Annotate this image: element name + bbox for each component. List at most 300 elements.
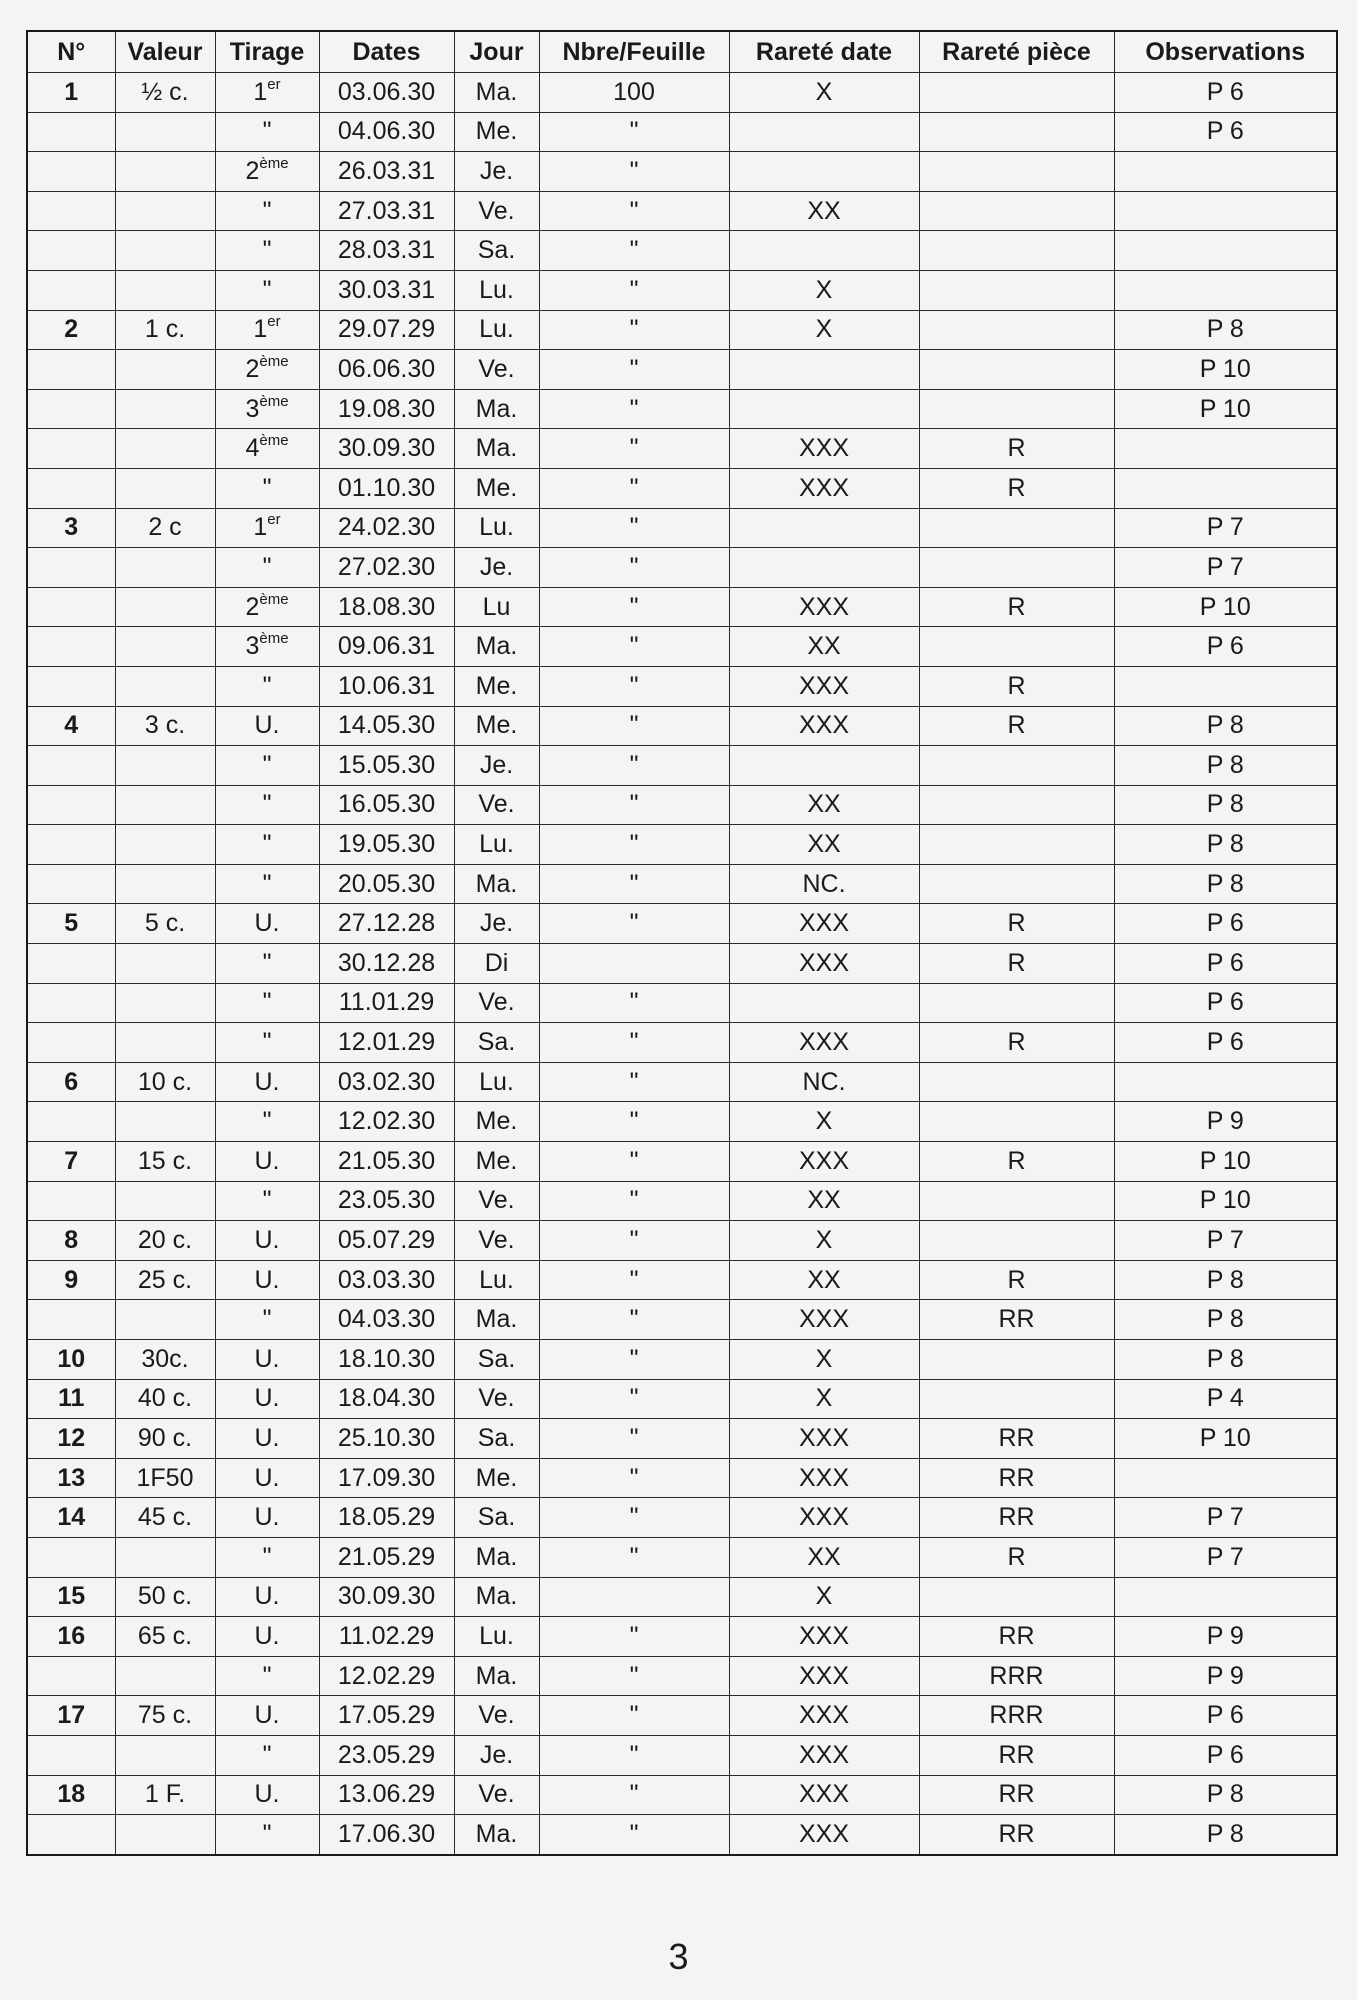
cell-date-text: 20.05.30 bbox=[337, 869, 436, 898]
cell-jour-text: Ve. bbox=[478, 196, 515, 225]
cell-rarete-date-text: XXX bbox=[798, 1740, 850, 1769]
cell-jour-text: Lu. bbox=[479, 1265, 514, 1294]
cell-number bbox=[27, 1260, 115, 1300]
cell-jour bbox=[454, 1221, 539, 1261]
cell-observations bbox=[1114, 389, 1337, 429]
cell-valeur bbox=[115, 1102, 215, 1142]
cell-valeur bbox=[115, 350, 215, 390]
cell-number bbox=[27, 1617, 115, 1657]
cell-jour-text: Je. bbox=[479, 156, 514, 185]
cell-observations bbox=[1114, 746, 1337, 786]
cell-date bbox=[319, 1260, 454, 1300]
cell-rarete-piece-text: R bbox=[1007, 1542, 1026, 1571]
cell-rarete-piece bbox=[919, 1656, 1114, 1696]
cell-valeur-text: 65 c. bbox=[137, 1621, 193, 1650]
cell-rarete-date-text: XXX bbox=[798, 1503, 850, 1532]
cell-observations bbox=[1114, 468, 1337, 508]
cell-number-text: 5 bbox=[64, 909, 79, 938]
cell-rarete-date bbox=[729, 944, 919, 984]
cell-tirage bbox=[215, 1062, 319, 1102]
cell-tirage bbox=[215, 904, 319, 944]
cell-nbre-feuille bbox=[539, 270, 729, 310]
cell-nbre-feuille-text: " bbox=[629, 1621, 639, 1650]
cell-rarete-piece bbox=[919, 389, 1114, 429]
table-row bbox=[27, 1656, 1337, 1696]
cell-tirage bbox=[215, 152, 319, 192]
cell-observations-text: P 6 bbox=[1206, 1740, 1244, 1769]
cell-observations-text: P 7 bbox=[1206, 1503, 1244, 1532]
cell-rarete-date-text: XXX bbox=[798, 1621, 850, 1650]
cell-valeur bbox=[115, 389, 215, 429]
cell-rarete-date-text: X bbox=[815, 1384, 833, 1413]
cell-rarete-date bbox=[729, 1260, 919, 1300]
cell-observations bbox=[1114, 587, 1337, 627]
cell-nbre-feuille bbox=[539, 112, 729, 152]
cell-date-text: 21.05.29 bbox=[337, 1542, 436, 1571]
cell-date-text: 24.02.30 bbox=[337, 513, 436, 542]
cell-nbre-feuille bbox=[539, 1815, 729, 1855]
cell-nbre-feuille-text: " bbox=[629, 1028, 639, 1057]
cell-jour-text: Sa. bbox=[477, 1344, 516, 1373]
cell-nbre-feuille-text: " bbox=[629, 1107, 639, 1136]
cell-valeur bbox=[115, 587, 215, 627]
cell-rarete-piece bbox=[919, 1340, 1114, 1380]
cell-valeur bbox=[115, 1062, 215, 1102]
tirage-ordinal-suffix: ème bbox=[259, 392, 289, 410]
cell-jour bbox=[454, 627, 539, 667]
cell-jour-text: Lu. bbox=[479, 1067, 514, 1096]
table-row bbox=[27, 1617, 1337, 1657]
cell-rarete-date bbox=[729, 864, 919, 904]
cell-observations bbox=[1114, 508, 1337, 548]
cell-jour-text: Je. bbox=[479, 909, 514, 938]
table-row bbox=[27, 1023, 1337, 1063]
cell-valeur-text: 40 c. bbox=[137, 1384, 193, 1413]
cell-rarete-date bbox=[729, 1023, 919, 1063]
cell-number bbox=[27, 944, 115, 984]
cell-date bbox=[319, 587, 454, 627]
cell-date bbox=[319, 1617, 454, 1657]
cell-rarete-date bbox=[729, 1815, 919, 1855]
cell-tirage-text: U. bbox=[254, 1384, 280, 1413]
cell-nbre-feuille bbox=[539, 1696, 729, 1736]
cell-number-text: 9 bbox=[64, 1265, 79, 1294]
table-row bbox=[27, 587, 1337, 627]
cell-jour bbox=[454, 1696, 539, 1736]
cell-tirage-text: U. bbox=[254, 1621, 280, 1650]
cell-jour bbox=[454, 389, 539, 429]
cell-date-text: 06.06.30 bbox=[337, 354, 436, 383]
cell-nbre-feuille-text: " bbox=[629, 1265, 639, 1294]
cell-observations-text: P 8 bbox=[1206, 830, 1244, 859]
cell-jour bbox=[454, 310, 539, 350]
cell-rarete-date-text: XXX bbox=[798, 948, 850, 977]
cell-nbre-feuille-text: " bbox=[629, 1661, 639, 1690]
cell-tirage-text: " bbox=[262, 1028, 272, 1057]
cell-tirage-text: " bbox=[262, 552, 272, 581]
cell-observations-text: P 6 bbox=[1206, 948, 1244, 977]
cell-rarete-piece bbox=[919, 1775, 1114, 1815]
cell-number bbox=[27, 1498, 115, 1538]
cell-rarete-date-text: XXX bbox=[798, 909, 850, 938]
cell-rarete-piece bbox=[919, 1617, 1114, 1657]
cell-rarete-date bbox=[729, 1775, 919, 1815]
cell-date bbox=[319, 1102, 454, 1142]
cell-number-text: 15 bbox=[57, 1582, 86, 1611]
cell-rarete-piece bbox=[919, 231, 1114, 271]
cell-tirage bbox=[215, 1419, 319, 1459]
cell-rarete-date bbox=[729, 468, 919, 508]
cell-observations bbox=[1114, 1260, 1337, 1300]
cell-observations-text: P 8 bbox=[1206, 711, 1244, 740]
cell-valeur bbox=[115, 1498, 215, 1538]
cell-tirage-text: U. bbox=[254, 1701, 280, 1730]
cell-observations bbox=[1114, 231, 1337, 271]
printing-dates-table bbox=[26, 30, 1338, 1856]
cell-valeur bbox=[115, 944, 215, 984]
cell-number bbox=[27, 152, 115, 192]
cell-date-text: 04.03.30 bbox=[337, 1305, 436, 1334]
cell-date-text: 27.02.30 bbox=[337, 552, 436, 581]
table-row bbox=[27, 508, 1337, 548]
cell-date-text: 11.01.29 bbox=[338, 988, 435, 1017]
cell-jour-text: Sa. bbox=[477, 236, 516, 265]
cell-rarete-piece bbox=[919, 270, 1114, 310]
cell-tirage-text: 1 bbox=[253, 315, 268, 344]
cell-tirage bbox=[215, 1775, 319, 1815]
cell-valeur bbox=[115, 1696, 215, 1736]
header-rarete-date: Rareté date bbox=[729, 31, 919, 73]
cell-valeur-text: 15 c. bbox=[137, 1146, 193, 1175]
cell-tirage bbox=[215, 270, 319, 310]
cell-valeur bbox=[115, 1617, 215, 1657]
cell-observations bbox=[1114, 944, 1337, 984]
table-row bbox=[27, 270, 1337, 310]
cell-tirage bbox=[215, 706, 319, 746]
cell-rarete-date bbox=[729, 73, 919, 113]
cell-date-text: 03.06.30 bbox=[337, 77, 436, 106]
cell-rarete-piece bbox=[919, 508, 1114, 548]
table-row bbox=[27, 468, 1337, 508]
cell-jour bbox=[454, 746, 539, 786]
cell-date-text: 27.03.31 bbox=[337, 196, 436, 225]
cell-tirage bbox=[215, 429, 319, 469]
cell-observations bbox=[1114, 350, 1337, 390]
cell-nbre-feuille bbox=[539, 1260, 729, 1300]
cell-date bbox=[319, 944, 454, 984]
cell-jour-text: Me. bbox=[475, 473, 518, 502]
cell-jour-text: Lu. bbox=[479, 1621, 514, 1650]
cell-jour bbox=[454, 706, 539, 746]
cell-number bbox=[27, 627, 115, 667]
cell-number bbox=[27, 666, 115, 706]
cell-rarete-piece bbox=[919, 1221, 1114, 1261]
cell-rarete-date-text: XXX bbox=[798, 1780, 850, 1809]
cell-tirage bbox=[215, 1656, 319, 1696]
cell-nbre-feuille-text: " bbox=[629, 275, 639, 304]
table-row bbox=[27, 983, 1337, 1023]
cell-valeur bbox=[115, 864, 215, 904]
cell-jour bbox=[454, 1458, 539, 1498]
cell-rarete-piece bbox=[919, 350, 1114, 390]
cell-rarete-date-text: XXX bbox=[798, 1305, 850, 1334]
tirage-ordinal-suffix: er bbox=[267, 75, 281, 93]
cell-observations-text: P 10 bbox=[1199, 1146, 1251, 1175]
cell-number-text: 16 bbox=[57, 1621, 86, 1650]
cell-tirage-text: " bbox=[262, 1305, 272, 1334]
cell-jour-text: Lu bbox=[482, 592, 511, 621]
cell-tirage-text: U. bbox=[254, 1226, 280, 1255]
cell-date bbox=[319, 152, 454, 192]
cell-nbre-feuille bbox=[539, 1735, 729, 1775]
cell-date bbox=[319, 1537, 454, 1577]
cell-tirage-text: " bbox=[262, 1661, 272, 1690]
cell-number bbox=[27, 746, 115, 786]
cell-nbre-feuille-text: " bbox=[629, 156, 639, 185]
cell-valeur bbox=[115, 666, 215, 706]
cell-observations bbox=[1114, 429, 1337, 469]
cell-observations-text: P 10 bbox=[1199, 394, 1251, 423]
cell-rarete-piece bbox=[919, 73, 1114, 113]
cell-rarete-piece bbox=[919, 1458, 1114, 1498]
cell-valeur bbox=[115, 1815, 215, 1855]
cell-tirage bbox=[215, 983, 319, 1023]
cell-rarete-date-text: XXX bbox=[798, 1661, 850, 1690]
cell-nbre-feuille-text: 100 bbox=[613, 77, 655, 106]
table-row bbox=[27, 785, 1337, 825]
cell-date-text: 17.05.29 bbox=[337, 1701, 436, 1730]
cell-rarete-date-text: XX bbox=[807, 196, 841, 225]
cell-number bbox=[27, 1537, 115, 1577]
cell-nbre-feuille bbox=[539, 429, 729, 469]
cell-nbre-feuille bbox=[539, 666, 729, 706]
cell-date-text: 16.05.30 bbox=[337, 790, 436, 819]
table-row bbox=[27, 1300, 1337, 1340]
cell-date bbox=[319, 785, 454, 825]
cell-rarete-date-text: XXX bbox=[798, 1463, 850, 1492]
cell-tirage-text: " bbox=[262, 790, 272, 819]
cell-rarete-piece-text: R bbox=[1007, 473, 1026, 502]
cell-tirage bbox=[215, 1815, 319, 1855]
table-row bbox=[27, 152, 1337, 192]
cell-nbre-feuille-text: " bbox=[629, 1146, 639, 1175]
tirage-ordinal-suffix: ème bbox=[259, 154, 289, 172]
cell-jour-text: Me. bbox=[475, 1463, 518, 1492]
cell-date bbox=[319, 706, 454, 746]
cell-jour-text: Ma. bbox=[475, 869, 518, 898]
cell-date-text: 18.05.29 bbox=[337, 1503, 436, 1532]
table-row bbox=[27, 191, 1337, 231]
cell-rarete-piece-text: R bbox=[1007, 671, 1026, 700]
cell-nbre-feuille bbox=[539, 1458, 729, 1498]
cell-rarete-date bbox=[729, 310, 919, 350]
cell-observations bbox=[1114, 1696, 1337, 1736]
cell-jour bbox=[454, 1142, 539, 1182]
cell-number-text: 4 bbox=[64, 711, 79, 740]
cell-jour-text: Ma. bbox=[475, 394, 518, 423]
cell-rarete-date bbox=[729, 1696, 919, 1736]
cell-jour bbox=[454, 152, 539, 192]
cell-valeur bbox=[115, 112, 215, 152]
cell-valeur bbox=[115, 825, 215, 865]
cell-jour-text: Me. bbox=[475, 1146, 518, 1175]
cell-tirage bbox=[215, 508, 319, 548]
cell-rarete-date bbox=[729, 1498, 919, 1538]
cell-nbre-feuille bbox=[539, 1419, 729, 1459]
cell-rarete-piece bbox=[919, 152, 1114, 192]
cell-jour bbox=[454, 468, 539, 508]
cell-nbre-feuille bbox=[539, 825, 729, 865]
cell-nbre-feuille-text: " bbox=[629, 1780, 639, 1809]
cell-valeur bbox=[115, 706, 215, 746]
cell-tirage-text: U. bbox=[254, 1463, 280, 1492]
cell-jour bbox=[454, 1419, 539, 1459]
cell-jour bbox=[454, 587, 539, 627]
cell-tirage bbox=[215, 1735, 319, 1775]
cell-valeur bbox=[115, 1537, 215, 1577]
cell-jour-text: Ma. bbox=[475, 1582, 518, 1611]
cell-date-text: 27.12.28 bbox=[337, 909, 436, 938]
cell-tirage-text: U. bbox=[254, 1146, 280, 1175]
cell-date bbox=[319, 310, 454, 350]
cell-number bbox=[27, 1102, 115, 1142]
cell-number-text: 3 bbox=[64, 513, 79, 542]
cell-rarete-piece-text: R bbox=[1007, 1028, 1026, 1057]
cell-nbre-feuille bbox=[539, 1617, 729, 1657]
cell-tirage-text: " bbox=[262, 1107, 272, 1136]
cell-date-text: 25.10.30 bbox=[337, 1423, 436, 1452]
cell-tirage-text: " bbox=[262, 1186, 272, 1215]
cell-observations bbox=[1114, 270, 1337, 310]
cell-jour bbox=[454, 1300, 539, 1340]
cell-observations bbox=[1114, 191, 1337, 231]
cell-rarete-piece bbox=[919, 864, 1114, 904]
cell-date bbox=[319, 1419, 454, 1459]
cell-number bbox=[27, 231, 115, 271]
cell-jour bbox=[454, 1617, 539, 1657]
cell-nbre-feuille-text: " bbox=[629, 394, 639, 423]
cell-rarete-piece bbox=[919, 1379, 1114, 1419]
cell-rarete-piece bbox=[919, 1300, 1114, 1340]
cell-jour-text: Lu. bbox=[479, 513, 514, 542]
cell-nbre-feuille bbox=[539, 1340, 729, 1380]
cell-rarete-date-text: XXX bbox=[798, 592, 850, 621]
cell-rarete-date bbox=[729, 350, 919, 390]
cell-valeur bbox=[115, 508, 215, 548]
cell-rarete-piece bbox=[919, 191, 1114, 231]
cell-nbre-feuille-text: " bbox=[629, 117, 639, 146]
cell-nbre-feuille-text: " bbox=[629, 1226, 639, 1255]
cell-tirage-text: " bbox=[262, 473, 272, 502]
table-row bbox=[27, 746, 1337, 786]
cell-date-text: 04.06.30 bbox=[337, 117, 436, 146]
cell-tirage bbox=[215, 1181, 319, 1221]
cell-number bbox=[27, 1419, 115, 1459]
cell-number bbox=[27, 1023, 115, 1063]
table-row bbox=[27, 904, 1337, 944]
cell-observations-text: P 10 bbox=[1199, 1423, 1251, 1452]
cell-rarete-piece bbox=[919, 587, 1114, 627]
cell-valeur-text: 1 F. bbox=[144, 1780, 186, 1809]
tirage-ordinal-suffix: ème bbox=[259, 590, 289, 608]
cell-rarete-date bbox=[729, 1340, 919, 1380]
cell-date-text: 17.09.30 bbox=[337, 1463, 436, 1492]
cell-jour bbox=[454, 191, 539, 231]
cell-tirage bbox=[215, 627, 319, 667]
cell-valeur-text: 10 c. bbox=[137, 1067, 193, 1096]
cell-date bbox=[319, 825, 454, 865]
cell-rarete-piece-text: R bbox=[1007, 1265, 1026, 1294]
tirage-ordinal-suffix: er bbox=[267, 511, 281, 529]
cell-rarete-date bbox=[729, 1300, 919, 1340]
cell-rarete-piece bbox=[919, 983, 1114, 1023]
cell-date-text: 10.06.31 bbox=[337, 671, 436, 700]
cell-jour bbox=[454, 1537, 539, 1577]
cell-rarete-date-text: XX bbox=[807, 830, 841, 859]
cell-rarete-piece bbox=[919, 1181, 1114, 1221]
cell-jour-text: Lu. bbox=[479, 830, 514, 859]
cell-valeur bbox=[115, 1260, 215, 1300]
cell-observations bbox=[1114, 1023, 1337, 1063]
cell-rarete-date bbox=[729, 1102, 919, 1142]
cell-rarete-date bbox=[729, 429, 919, 469]
stamp-printing-table-sheet bbox=[26, 30, 1336, 1856]
cell-nbre-feuille bbox=[539, 1577, 729, 1617]
cell-rarete-date bbox=[729, 1735, 919, 1775]
cell-observations-text: P 9 bbox=[1206, 1107, 1244, 1136]
cell-date bbox=[319, 1458, 454, 1498]
cell-rarete-piece bbox=[919, 1260, 1114, 1300]
cell-nbre-feuille bbox=[539, 468, 729, 508]
cell-valeur bbox=[115, 310, 215, 350]
cell-nbre-feuille bbox=[539, 944, 729, 984]
cell-number bbox=[27, 1379, 115, 1419]
cell-jour bbox=[454, 1379, 539, 1419]
cell-observations bbox=[1114, 1181, 1337, 1221]
cell-tirage-text: 4 bbox=[245, 434, 260, 463]
cell-rarete-date bbox=[729, 270, 919, 310]
cell-observations-text: P 9 bbox=[1206, 1661, 1244, 1690]
cell-tirage bbox=[215, 1300, 319, 1340]
cell-rarete-piece-text: R bbox=[1007, 434, 1026, 463]
cell-observations bbox=[1114, 1815, 1337, 1855]
cell-observations bbox=[1114, 1142, 1337, 1182]
cell-date bbox=[319, 270, 454, 310]
cell-rarete-piece bbox=[919, 429, 1114, 469]
cell-tirage-text: " bbox=[262, 236, 272, 265]
cell-tirage bbox=[215, 825, 319, 865]
cell-number bbox=[27, 1696, 115, 1736]
cell-valeur bbox=[115, 983, 215, 1023]
cell-tirage bbox=[215, 231, 319, 271]
cell-nbre-feuille bbox=[539, 548, 729, 588]
cell-rarete-date bbox=[729, 706, 919, 746]
cell-rarete-date-text: X bbox=[815, 275, 833, 304]
cell-nbre-feuille bbox=[539, 152, 729, 192]
cell-nbre-feuille bbox=[539, 508, 729, 548]
cell-date bbox=[319, 112, 454, 152]
cell-jour bbox=[454, 1340, 539, 1380]
cell-number bbox=[27, 191, 115, 231]
cell-observations bbox=[1114, 548, 1337, 588]
cell-number bbox=[27, 864, 115, 904]
table-row bbox=[27, 350, 1337, 390]
cell-nbre-feuille bbox=[539, 1221, 729, 1261]
cell-date bbox=[319, 1815, 454, 1855]
cell-tirage-text: " bbox=[262, 750, 272, 779]
cell-rarete-date-text: X bbox=[815, 1582, 833, 1611]
table-row bbox=[27, 1142, 1337, 1182]
